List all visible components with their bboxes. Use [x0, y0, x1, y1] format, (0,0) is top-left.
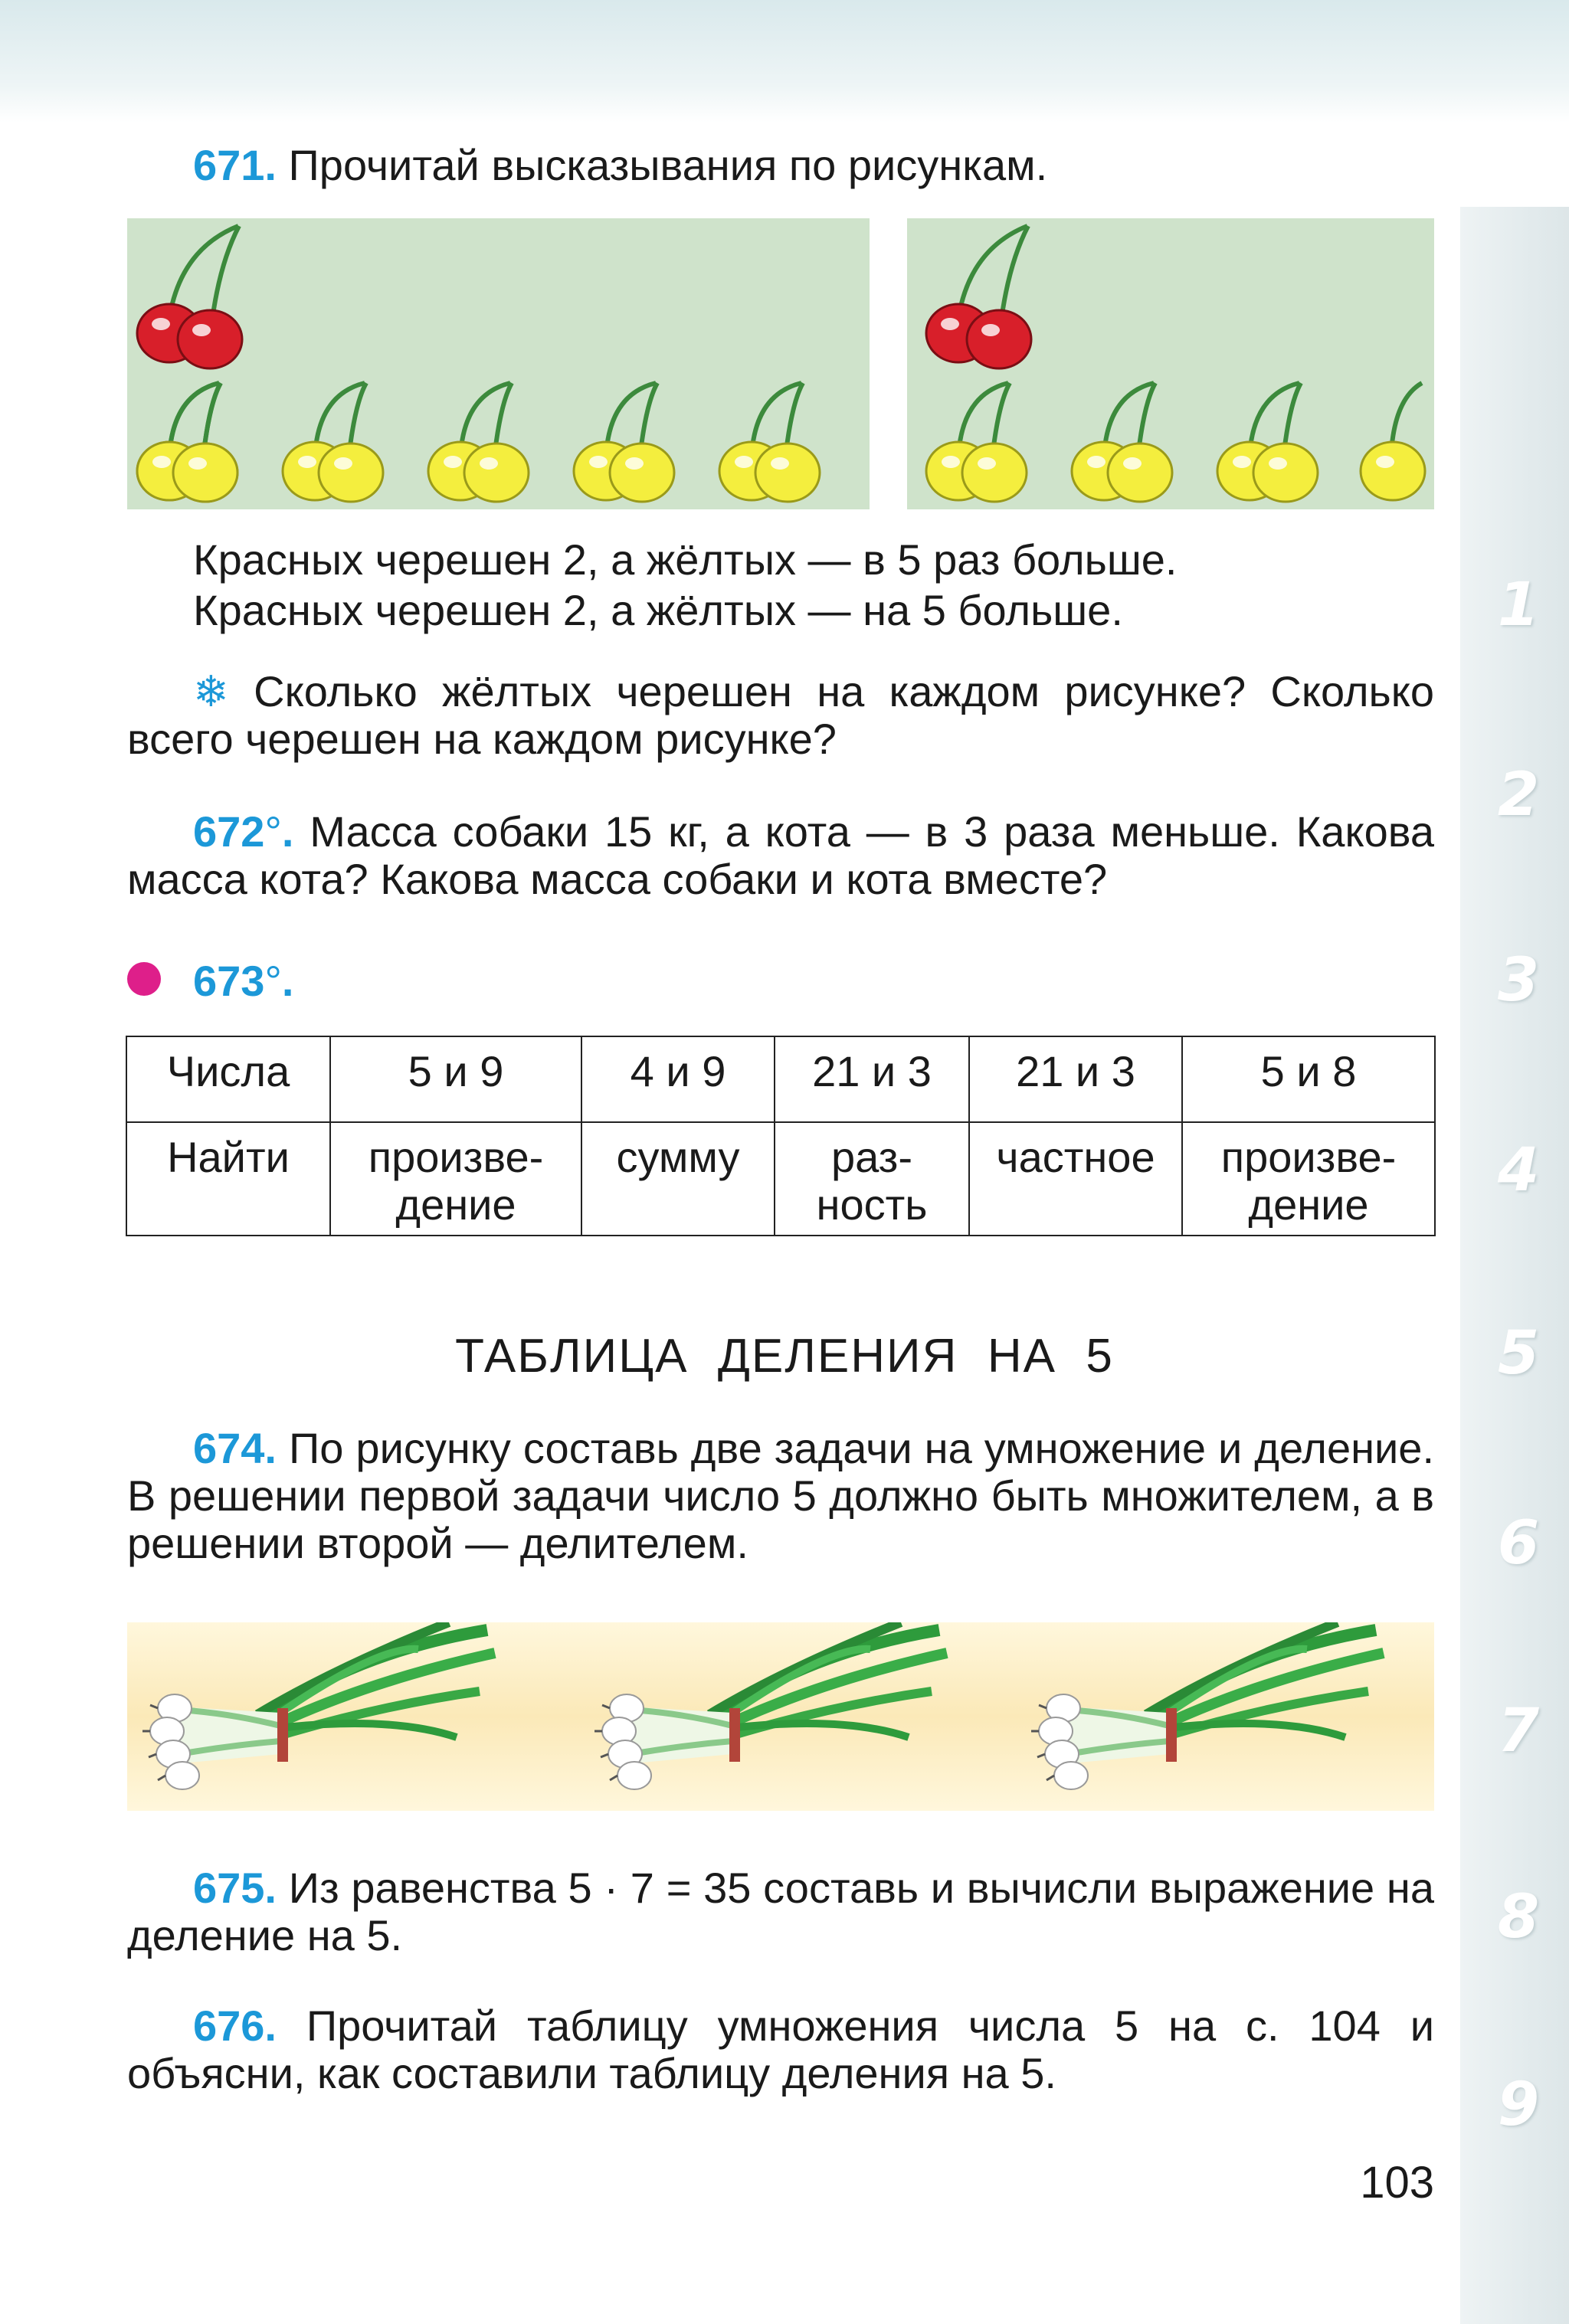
table-cell: Числа	[126, 1036, 330, 1122]
task-672	[127, 808, 1434, 903]
chapter-index-4: 4	[1497, 1136, 1540, 1205]
statement-1: Красных черешен 2, а жёлтых — в 5 раз больше.	[193, 535, 1178, 584]
question-text: Сколько жёлтых черешен на каждом рисунке? Сколько всего черешен на каждом рисунке?	[127, 667, 1434, 763]
task-number: 673	[193, 957, 265, 1005]
page-number: 103	[1360, 2158, 1434, 2208]
top-band	[0, 0, 1569, 123]
task-number: 674.	[193, 1424, 277, 1472]
chapter-index-6: 6	[1497, 1509, 1540, 1578]
degree-mark: °	[264, 957, 282, 1005]
task-text: Прочитай таблицу умножения числа 5 на с. 104 и объясни, как составили таблицу деления на 5.	[127, 2002, 1434, 2097]
chapter-index-7: 7	[1497, 1697, 1540, 1766]
chapter-index-5: 5	[1497, 1319, 1540, 1388]
task-text: Масса собаки 15 кг, а кота — в 3 раза меньше. Какова масса кота? Какова масса собаки и кота вместе?	[127, 807, 1434, 903]
onion-bunches-illustration	[127, 1622, 1434, 1811]
task-673	[193, 957, 500, 1005]
task-text: Прочитай высказывания по рисункам.	[277, 141, 1048, 189]
cherries-illustration	[127, 218, 1434, 509]
cell-line: произве-	[1220, 1133, 1397, 1181]
cell-line: произве-	[368, 1133, 544, 1181]
task-676	[127, 2002, 1434, 2097]
table-cell	[775, 1122, 969, 1236]
task-671	[193, 142, 1434, 189]
cell-line: дение	[395, 1180, 516, 1229]
table-cell	[581, 1122, 775, 1236]
cell-line: частное	[996, 1133, 1155, 1181]
cell-line: Найти	[167, 1133, 290, 1181]
task-number: 671.	[193, 141, 277, 189]
chapter-index-2: 2	[1497, 761, 1540, 830]
chapter-index-strip	[1460, 207, 1569, 2324]
number-dot: .	[281, 957, 294, 1005]
chapter-index-3: 3	[1497, 946, 1540, 1015]
onion-tie	[277, 1708, 288, 1762]
task-671-question	[127, 668, 1434, 763]
table-cell: 5 и 8	[1182, 1036, 1435, 1122]
degree-mark: °	[264, 807, 282, 856]
table-cell	[126, 1122, 330, 1236]
table-cell: 5 и 9	[330, 1036, 581, 1122]
task-number: 676.	[193, 2002, 277, 2050]
task-text: По рисунку составь две задачи на умножение и деление. В решении первой задачи число 5 должно быть множителем, а в решении второй — делителем.	[127, 1424, 1434, 1567]
table-cell: 21 и 3	[775, 1036, 969, 1122]
cell-line: ность	[816, 1180, 928, 1229]
task-number: 675.	[193, 1864, 277, 1912]
chapter-index-9: 9	[1497, 2070, 1540, 2139]
bullet-dot	[127, 962, 161, 996]
chapter-index-1: 1	[1497, 571, 1540, 640]
task-674	[127, 1425, 1434, 1567]
table-cell: 4 и 9	[581, 1036, 775, 1122]
section-title: ТАБЛИЦА ДЕЛЕНИЯ НА 5	[455, 1330, 1114, 1383]
cell-line: раз-	[831, 1133, 912, 1181]
chapter-index-8: 8	[1497, 1883, 1540, 1952]
table-row-find	[126, 1122, 1435, 1236]
task-text: Из равенства 5 · 7 = 35 составь и вычисли выражение на деление на 5.	[127, 1864, 1434, 1959]
number-dot: .	[281, 807, 294, 856]
cell-line: сумму	[616, 1133, 740, 1181]
snowflake-icon: ❄	[193, 667, 229, 715]
cell-line: дение	[1248, 1180, 1369, 1229]
statement-2: Красных черешен 2, а жёлтых — на 5 больше.	[193, 586, 1123, 634]
task-673-table	[126, 1036, 1436, 1236]
table-cell	[969, 1122, 1182, 1236]
table-cell	[1182, 1122, 1435, 1236]
table-cell: 21 и 3	[969, 1036, 1182, 1122]
table-cell	[330, 1122, 581, 1236]
task-number: 672	[193, 807, 265, 856]
table-row-numbers	[126, 1036, 1435, 1122]
task-675	[127, 1864, 1434, 1959]
